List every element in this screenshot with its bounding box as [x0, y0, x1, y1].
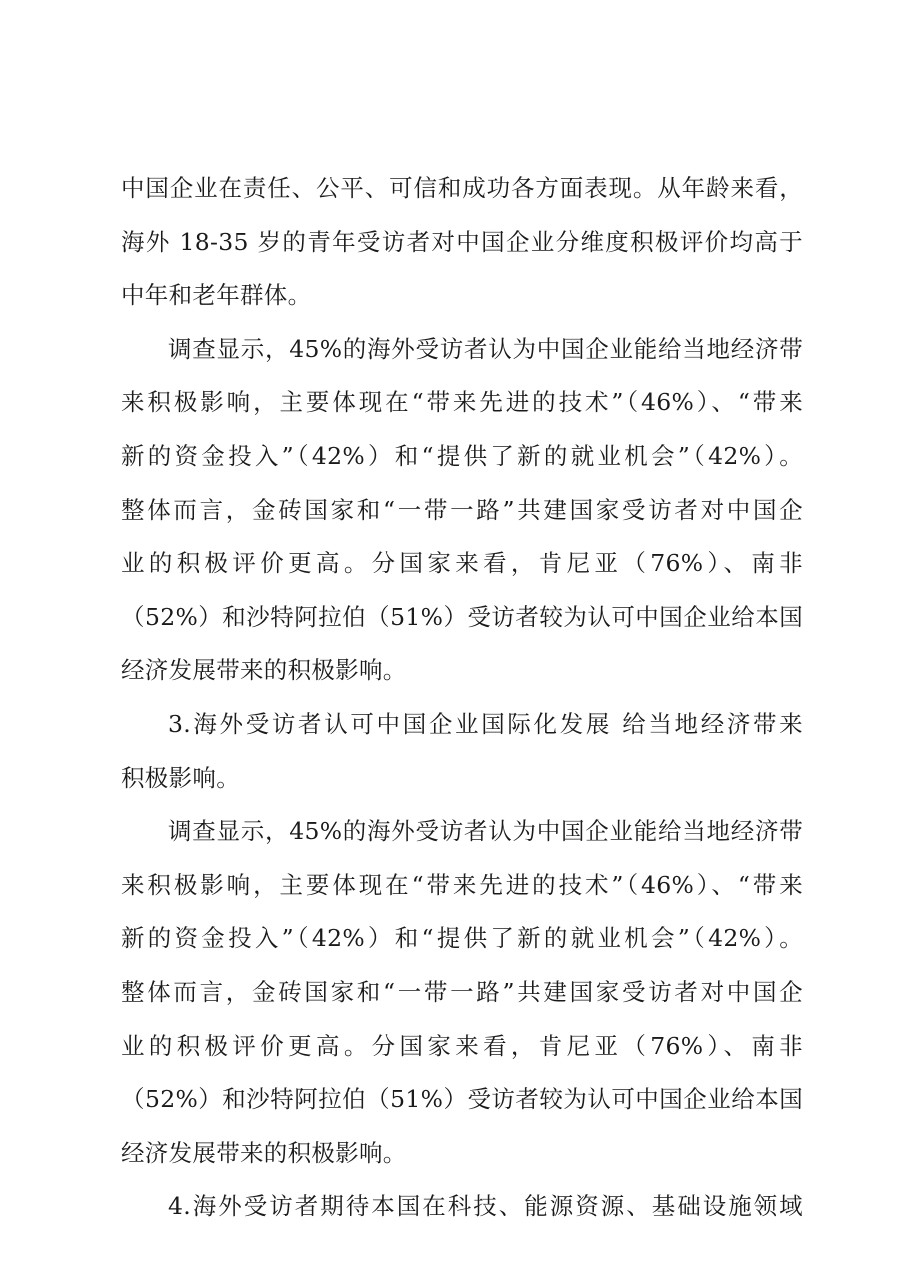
paragraph-age-evaluation — [121, 162, 803, 323]
text-line: 4.海外受访者期待本国在科技、能源资源、基础设施领域 — [168, 1192, 803, 1221]
text-line: （52%）和沙特阿拉伯（51%）受访者较为认可中国企业给本国 — [121, 602, 803, 631]
document-body — [121, 162, 803, 1234]
text-line: （52%）和沙特阿拉伯（51%）受访者较为认可中国企业给本国 — [121, 1085, 803, 1114]
section-heading-3 — [121, 698, 803, 805]
section-heading-4 — [121, 1180, 803, 1234]
text-line: 海外 18-35 岁的青年受访者对中国企业分维度积极评价均高于 — [121, 227, 803, 256]
text-line: 积极影响。 — [121, 763, 240, 792]
text-line: 整体而言，金砖国家和“一带一路”共建国家受访者对中国企 — [121, 495, 803, 524]
text-line: 经济发展带来的积极影响。 — [121, 1138, 407, 1167]
text-line: 整体而言，金砖国家和“一带一路”共建国家受访者对中国企 — [121, 977, 803, 1006]
text-line: 业的积极评价更高。分国家来看，肯尼亚（76%）、南非 — [121, 1031, 803, 1060]
text-line: 新的资金投入”（42%）和“提供了新的就业机会”（42%）。 — [121, 924, 803, 953]
text-line: 调查显示，45%的海外受访者认为中国企业能给当地经济带 — [168, 334, 803, 363]
text-line: 新的资金投入”（42%）和“提供了新的就业机会”（42%）。 — [121, 441, 803, 470]
text-line: 调查显示，45%的海外受访者认为中国企业能给当地经济带 — [168, 817, 803, 846]
text-line: 中国企业在责任、公平、可信和成功各方面表现。从年龄来看， — [121, 174, 803, 202]
text-line: 来积极影响，主要体现在“带来先进的技术”（46%）、“带来 — [121, 870, 803, 899]
paragraph-survey-economic-impact-repeat — [121, 805, 803, 1180]
text-line: 业的积极评价更高。分国家来看，肯尼亚（76%）、南非 — [121, 549, 803, 578]
paragraph-survey-economic-impact — [121, 323, 803, 698]
text-line: 经济发展带来的积极影响。 — [121, 656, 407, 685]
text-line: 来积极影响，主要体现在“带来先进的技术”（46%）、“带来 — [121, 388, 803, 417]
text-line: 3.海外受访者认可中国企业国际化发展 给当地经济带来 — [168, 709, 803, 738]
text-line: 中年和老年群体。 — [121, 281, 312, 310]
